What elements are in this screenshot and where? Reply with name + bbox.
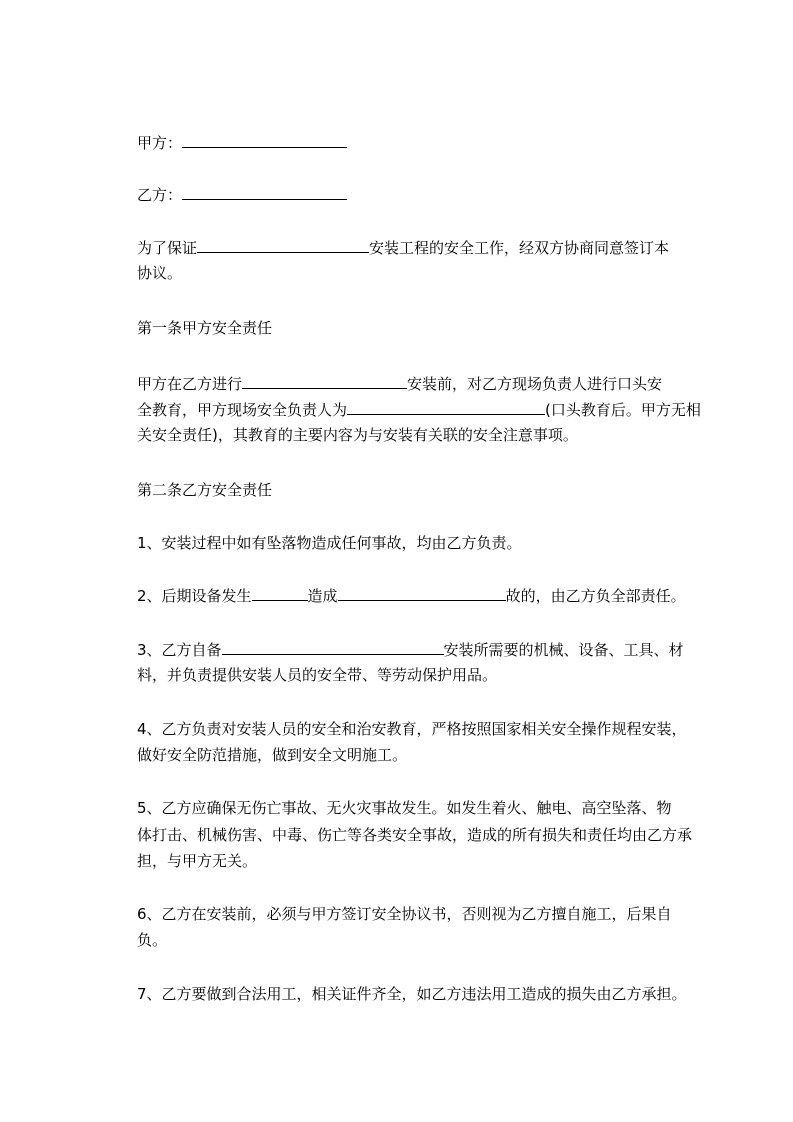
article-2-item-6-line-2: 负。	[137, 931, 168, 949]
article-2-item-3-line-1	[137, 639, 684, 660]
art1-text-a: 甲方在乙方进行	[137, 375, 243, 393]
intro-line-2: 协议。	[137, 264, 183, 282]
article-2-item-4-line-2: 做好安全防范措施，做到安全文明施工。	[137, 746, 408, 764]
article-2-item-2	[137, 585, 686, 606]
party-b-label: 乙方：	[137, 186, 183, 204]
article-2-item-5-line-2: 体打击、机械伤害、中毒、伤亡等各类安全事故，造成的所有损失和责任均由乙方承	[137, 826, 693, 844]
item3-text-a: 3、乙方自备	[137, 641, 222, 659]
item2-text-a: 2、后期设备发生	[137, 587, 252, 605]
article-1-title: 第一条甲方安全责任	[137, 319, 273, 337]
article-2-item-5-line-3: 担，与甲方无关。	[137, 852, 258, 870]
party-a-line	[137, 132, 347, 153]
item2-text-b: 造成	[307, 587, 338, 605]
article-2-item-7: 7、乙方要做到合法用工，相关证件齐全，如乙方违法用工造成的损失由乙方承担。	[137, 985, 687, 1003]
article-2-item-4-line-1: 4、乙方负责对安装人员的安全和治安教育，严格按照国家相关安全操作规程安装，	[137, 720, 687, 738]
article-2-item-6-line-1: 6、乙方在安装前，必须与甲方签订安全协议书，否则视为乙方擅自施工，后果自	[137, 905, 672, 923]
install-item-blank[interactable]	[242, 373, 407, 389]
article-1-line-2	[137, 399, 701, 420]
project-name-blank[interactable]	[197, 237, 369, 253]
item3-text-b: 安装所需要的机械、设备、工具、材	[443, 641, 684, 659]
intro-text-a: 为了保证	[137, 239, 198, 257]
article-2-title: 第二条乙方安全责任	[137, 481, 273, 499]
article-2-item-5-line-1: 5、乙方应确保无伤亡事故、无火灾事故发生。如发生着火、触电、高空坠落、物	[137, 799, 672, 817]
article-1-line-1	[137, 373, 662, 394]
incident-blank[interactable]	[338, 585, 506, 601]
party-a-blank[interactable]	[182, 132, 347, 148]
party-a-label: 甲方：	[137, 134, 183, 152]
article-2-item-1: 1、安装过程中如有坠落物造成任何事故，均由乙方负责。	[137, 534, 522, 552]
intro-text-b: 安装工程的安全工作，经双方协商同意签订本	[369, 239, 670, 257]
intro-line-1	[137, 237, 669, 258]
party-b-blank[interactable]	[182, 184, 347, 200]
art1-text-b: 安装前，对乙方现场负责人进行口头安	[407, 375, 663, 393]
article-2-item-3-line-2: 料，并负责提供安装人员的安全带、等劳动保护用品。	[137, 666, 498, 684]
safety-officer-blank[interactable]	[347, 399, 545, 415]
article-1-line-3: 关安全责任)，其教育的主要内容为与安装有关联的安全注意事项。	[137, 426, 578, 444]
self-provided-blank[interactable]	[222, 639, 444, 655]
art1-text-d: (口头教育后。甲方无相	[545, 401, 701, 419]
item2-text-c: 故的，由乙方负全部责任。	[505, 587, 686, 605]
party-b-line	[137, 184, 347, 205]
art1-text-c: 全教育，甲方现场安全负责人为	[137, 401, 348, 419]
equipment-blank[interactable]	[252, 585, 308, 601]
